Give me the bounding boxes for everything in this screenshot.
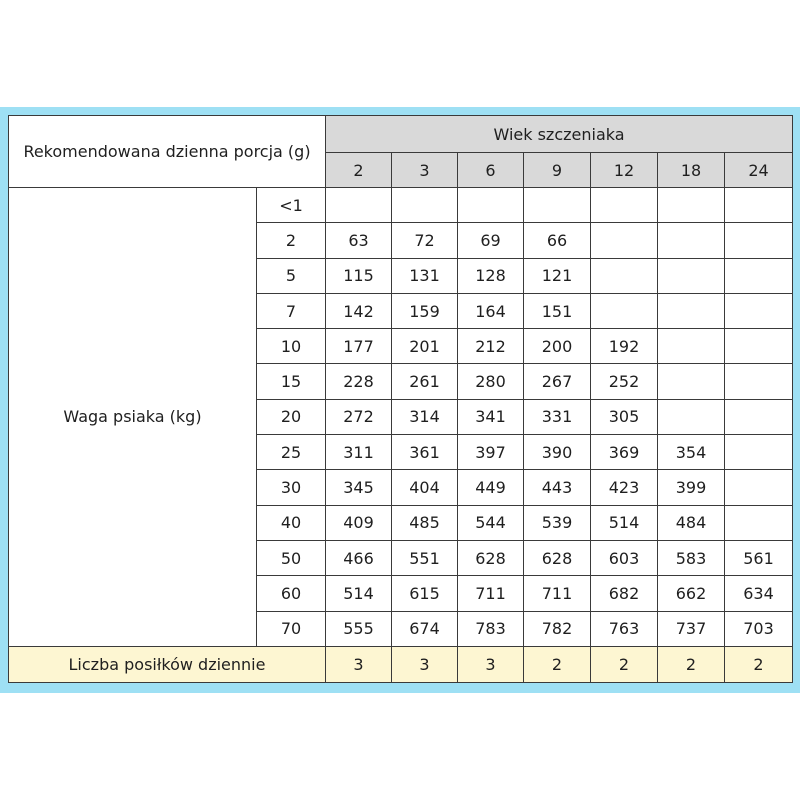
age-column-header: 24 (725, 153, 793, 188)
weight-cell: 60 (257, 576, 326, 611)
portion-cell: 267 (524, 364, 591, 399)
portion-cell (725, 223, 793, 258)
portion-cell: 345 (326, 470, 392, 505)
portion-cell: 331 (524, 399, 591, 434)
portion-cell (658, 223, 725, 258)
portion-cell (725, 329, 793, 364)
portion-cell: 682 (591, 576, 658, 611)
portion-cell: 272 (326, 399, 392, 434)
portion-cell: 466 (326, 540, 392, 575)
portion-cell: 399 (658, 470, 725, 505)
portion-cell: 615 (392, 576, 458, 611)
portion-cell (326, 188, 392, 223)
portion-cell (591, 223, 658, 258)
portion-cell (458, 188, 524, 223)
portion-cell (658, 258, 725, 293)
meals-cell: 2 (524, 646, 591, 682)
weight-cell: 40 (257, 505, 326, 540)
weight-cell: 10 (257, 329, 326, 364)
portion-cell (725, 258, 793, 293)
weight-cell: 15 (257, 364, 326, 399)
portion-cell (725, 505, 793, 540)
portion-cell (658, 364, 725, 399)
age-column-header: 3 (392, 153, 458, 188)
meals-cell: 3 (458, 646, 524, 682)
header-row-1 (9, 116, 793, 153)
portion-cell: 128 (458, 258, 524, 293)
weight-cell: 70 (257, 611, 326, 646)
portion-cell: 485 (392, 505, 458, 540)
portion-cell: 192 (591, 329, 658, 364)
age-column-header: 18 (658, 153, 725, 188)
portion-cell: 305 (591, 399, 658, 434)
portion-cell: 252 (591, 364, 658, 399)
portion-cell: 115 (326, 258, 392, 293)
portion-cell (591, 293, 658, 328)
portion-cell (658, 399, 725, 434)
portion-cell: 131 (392, 258, 458, 293)
portion-cell: 314 (392, 399, 458, 434)
portion-cell (725, 364, 793, 399)
portion-cell: 261 (392, 364, 458, 399)
portion-cell: 628 (524, 540, 591, 575)
weight-group-label: Waga psiaka (kg) (9, 188, 257, 647)
portion-cell: 662 (658, 576, 725, 611)
portion-cell: 361 (392, 435, 458, 470)
portion-cell: 409 (326, 505, 392, 540)
portion-cell: 561 (725, 540, 793, 575)
weight-cell: 30 (257, 470, 326, 505)
portion-cell: 201 (392, 329, 458, 364)
meals-cell: 2 (591, 646, 658, 682)
portion-cell: 737 (658, 611, 725, 646)
portion-cell (725, 293, 793, 328)
portion-cell: 449 (458, 470, 524, 505)
portion-cell: 66 (524, 223, 591, 258)
meals-label: Liczba posiłków dziennie (9, 646, 326, 682)
portion-cell: 72 (392, 223, 458, 258)
portion-cell: 390 (524, 435, 591, 470)
portion-cell: 782 (524, 611, 591, 646)
portion-cell (725, 399, 793, 434)
portion-cell (725, 435, 793, 470)
meals-cell: 2 (725, 646, 793, 682)
portion-cell: 423 (591, 470, 658, 505)
portion-cell: 514 (591, 505, 658, 540)
weight-cell: 25 (257, 435, 326, 470)
portion-cell: 711 (458, 576, 524, 611)
age-header: Wiek szczeniaka (326, 116, 793, 153)
portion-cell: 280 (458, 364, 524, 399)
feeding-table (8, 115, 793, 683)
portion-cell: 555 (326, 611, 392, 646)
portion-cell: 63 (326, 223, 392, 258)
portion-cell: 142 (326, 293, 392, 328)
portion-cell: 514 (326, 576, 392, 611)
portion-cell (658, 293, 725, 328)
portion-cell: 783 (458, 611, 524, 646)
age-column-header: 9 (524, 153, 591, 188)
portion-cell: 369 (591, 435, 658, 470)
age-column-header: 2 (326, 153, 392, 188)
portion-cell: 397 (458, 435, 524, 470)
portion-cell (725, 188, 793, 223)
portion-cell: 151 (524, 293, 591, 328)
portion-cell: 311 (326, 435, 392, 470)
portion-cell: 703 (725, 611, 793, 646)
portion-cell: 354 (658, 435, 725, 470)
portion-cell: 763 (591, 611, 658, 646)
portion-cell (392, 188, 458, 223)
portion-cell (524, 188, 591, 223)
portion-cell: 484 (658, 505, 725, 540)
portion-cell: 212 (458, 329, 524, 364)
portion-cell: 177 (326, 329, 392, 364)
corner-label: Rekomendowana dzienna porcja (g) (9, 116, 326, 188)
portion-cell: 628 (458, 540, 524, 575)
portion-cell: 603 (591, 540, 658, 575)
portion-cell: 711 (524, 576, 591, 611)
portion-cell: 544 (458, 505, 524, 540)
weight-cell: 5 (257, 258, 326, 293)
age-column-header: 12 (591, 153, 658, 188)
weight-cell: <1 (257, 188, 326, 223)
portion-cell (725, 470, 793, 505)
meals-cell: 3 (392, 646, 458, 682)
portion-cell: 634 (725, 576, 793, 611)
meals-cell: 2 (658, 646, 725, 682)
portion-cell (591, 258, 658, 293)
portion-cell: 539 (524, 505, 591, 540)
portion-cell (658, 188, 725, 223)
portion-cell: 341 (458, 399, 524, 434)
table-row (9, 188, 793, 223)
portion-cell: 228 (326, 364, 392, 399)
portion-cell (658, 329, 725, 364)
weight-cell: 7 (257, 293, 326, 328)
portion-cell: 200 (524, 329, 591, 364)
portion-cell: 583 (658, 540, 725, 575)
meals-row (9, 646, 793, 682)
portion-cell: 443 (524, 470, 591, 505)
portion-cell: 121 (524, 258, 591, 293)
portion-cell: 674 (392, 611, 458, 646)
portion-cell (591, 188, 658, 223)
portion-cell: 164 (458, 293, 524, 328)
weight-cell: 2 (257, 223, 326, 258)
portion-cell: 159 (392, 293, 458, 328)
meals-cell: 3 (326, 646, 392, 682)
portion-cell: 551 (392, 540, 458, 575)
portion-cell: 69 (458, 223, 524, 258)
age-column-header: 6 (458, 153, 524, 188)
weight-cell: 20 (257, 399, 326, 434)
portion-cell: 404 (392, 470, 458, 505)
weight-cell: 50 (257, 540, 326, 575)
